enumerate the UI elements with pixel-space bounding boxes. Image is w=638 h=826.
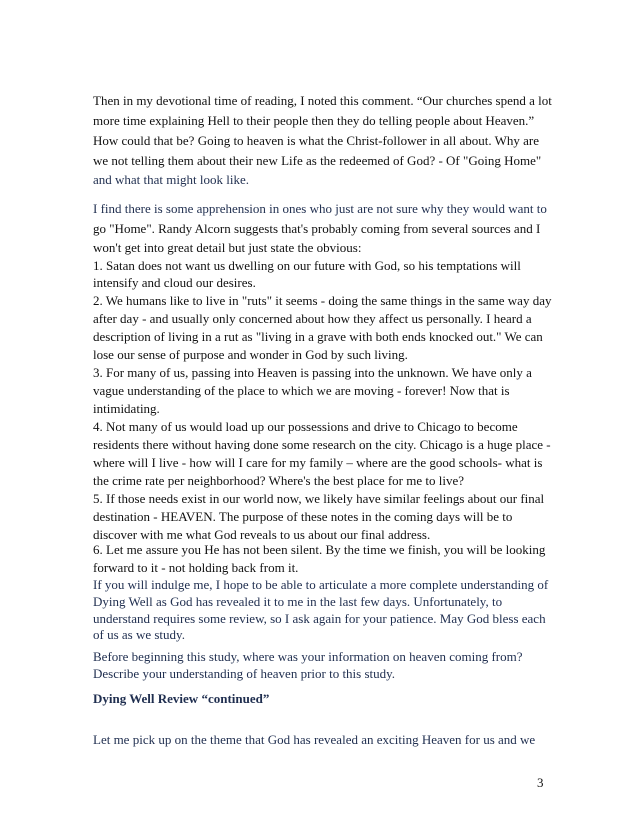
paragraph1-line-3: How could that be? Going to heaven is what the Christ-follower in all about. Why are xyxy=(93,133,539,148)
paragraph2-line-4: 1. Satan does not want us dwelling on our future with God, so his temptations will xyxy=(93,258,521,273)
paragraph2-line-17: 5. If those needs exist in our world now, we likely have similar feelings about our final xyxy=(93,491,545,506)
paragraph3-line-3: understand requires some review, so I ask again for your patience. May God bless each xyxy=(93,611,546,626)
paragraph2-line-7: after day - and usually only concerned about how they affect us personally. I heard a xyxy=(93,311,532,326)
paragraph1-line-4: we not telling them about their new Life as the redeemed of God? - Of "Going Home" xyxy=(93,153,542,168)
paragraph2-line-5: intensify and cloud our desires. xyxy=(93,275,256,290)
paragraph2-line-3: won't get into great detail but just state the obvious: xyxy=(93,240,362,255)
paragraph2-line-18: destination - HEAVEN. The purpose of these notes in the coming days will be to xyxy=(93,509,513,524)
paragraph2-line-13: 4. Not many of us would load up our possessions and drive to Chicago to become xyxy=(93,419,518,434)
paragraph3-line-2: Dying Well as God has revealed it to me in the last few days. Unfortunately, to xyxy=(93,594,503,609)
paragraph2-line-10: 3. For many of us, passing into Heaven is passing into the unknown. We have only a xyxy=(93,365,532,380)
paragraph3-line-4: of us as we study. xyxy=(93,627,185,642)
paragraph2-line-1: I find there is some apprehension in ones who just are not sure why they would want to xyxy=(93,201,547,216)
paragraph2-line-14: residents there without having done some research on the city. Chicago is a huge place - xyxy=(93,437,551,452)
paragraph2-line-21: forward to it - not holding back from it. xyxy=(93,560,299,575)
paragraph3-line-1: If you will indulge me, I hope to be able to articulate a more complete understanding of xyxy=(93,577,549,592)
paragraph1-line-1: Then in my devotional time of reading, I noted this comment. “Our churches spend a lot xyxy=(93,93,552,108)
paragraph2-line-16: the crime rate per neighborhood? Where's the best place for me to live? xyxy=(93,473,465,488)
paragraph1-line-5: and what that might look like. xyxy=(93,172,249,187)
paragraph2-line-6: 2. We humans like to live in "ruts" it seems - doing the same things in the same way day xyxy=(93,293,552,308)
page-number: 3 xyxy=(537,775,544,790)
paragraph2-line-8: description of living in a rut as "living in a grave with both ends knocked out." We can xyxy=(93,329,543,344)
paragraph2-line-19: discover with me what God reveals to us about our final address. xyxy=(93,527,431,542)
paragraph2-line-15: where will I live - how will I care for my family – where are the good schools- what is xyxy=(93,455,543,470)
paragraph2-line-12: intimidating. xyxy=(93,401,160,416)
paragraph1-line-2: more time explaining Hell to their people then they do telling people about Heaven.” xyxy=(93,113,535,128)
paragraph5-line-1: Let me pick up on the theme that God has revealed an exciting Heaven for us and we xyxy=(93,732,536,747)
paragraph2-line-9: lose our sense of purpose and wonder in God by such living. xyxy=(93,347,408,362)
paragraph2-line-2: go "Home". Randy Alcorn suggests that's probably coming from several sources and I xyxy=(93,221,541,236)
paragraph4-line-1: Before beginning this study, where was your information on heaven coming from? xyxy=(93,649,523,664)
paragraph4-line-2: Describe your understanding of heaven prior to this study. xyxy=(93,666,396,681)
section-heading: Dying Well Review “continued” xyxy=(93,691,270,706)
paragraph2-line-20: 6. Let me assure you He has not been silent. By the time we finish, you will be looking xyxy=(93,542,546,557)
paragraph2-line-11: vague understanding of the place to which we are moving - forever! Now that is xyxy=(93,383,510,398)
